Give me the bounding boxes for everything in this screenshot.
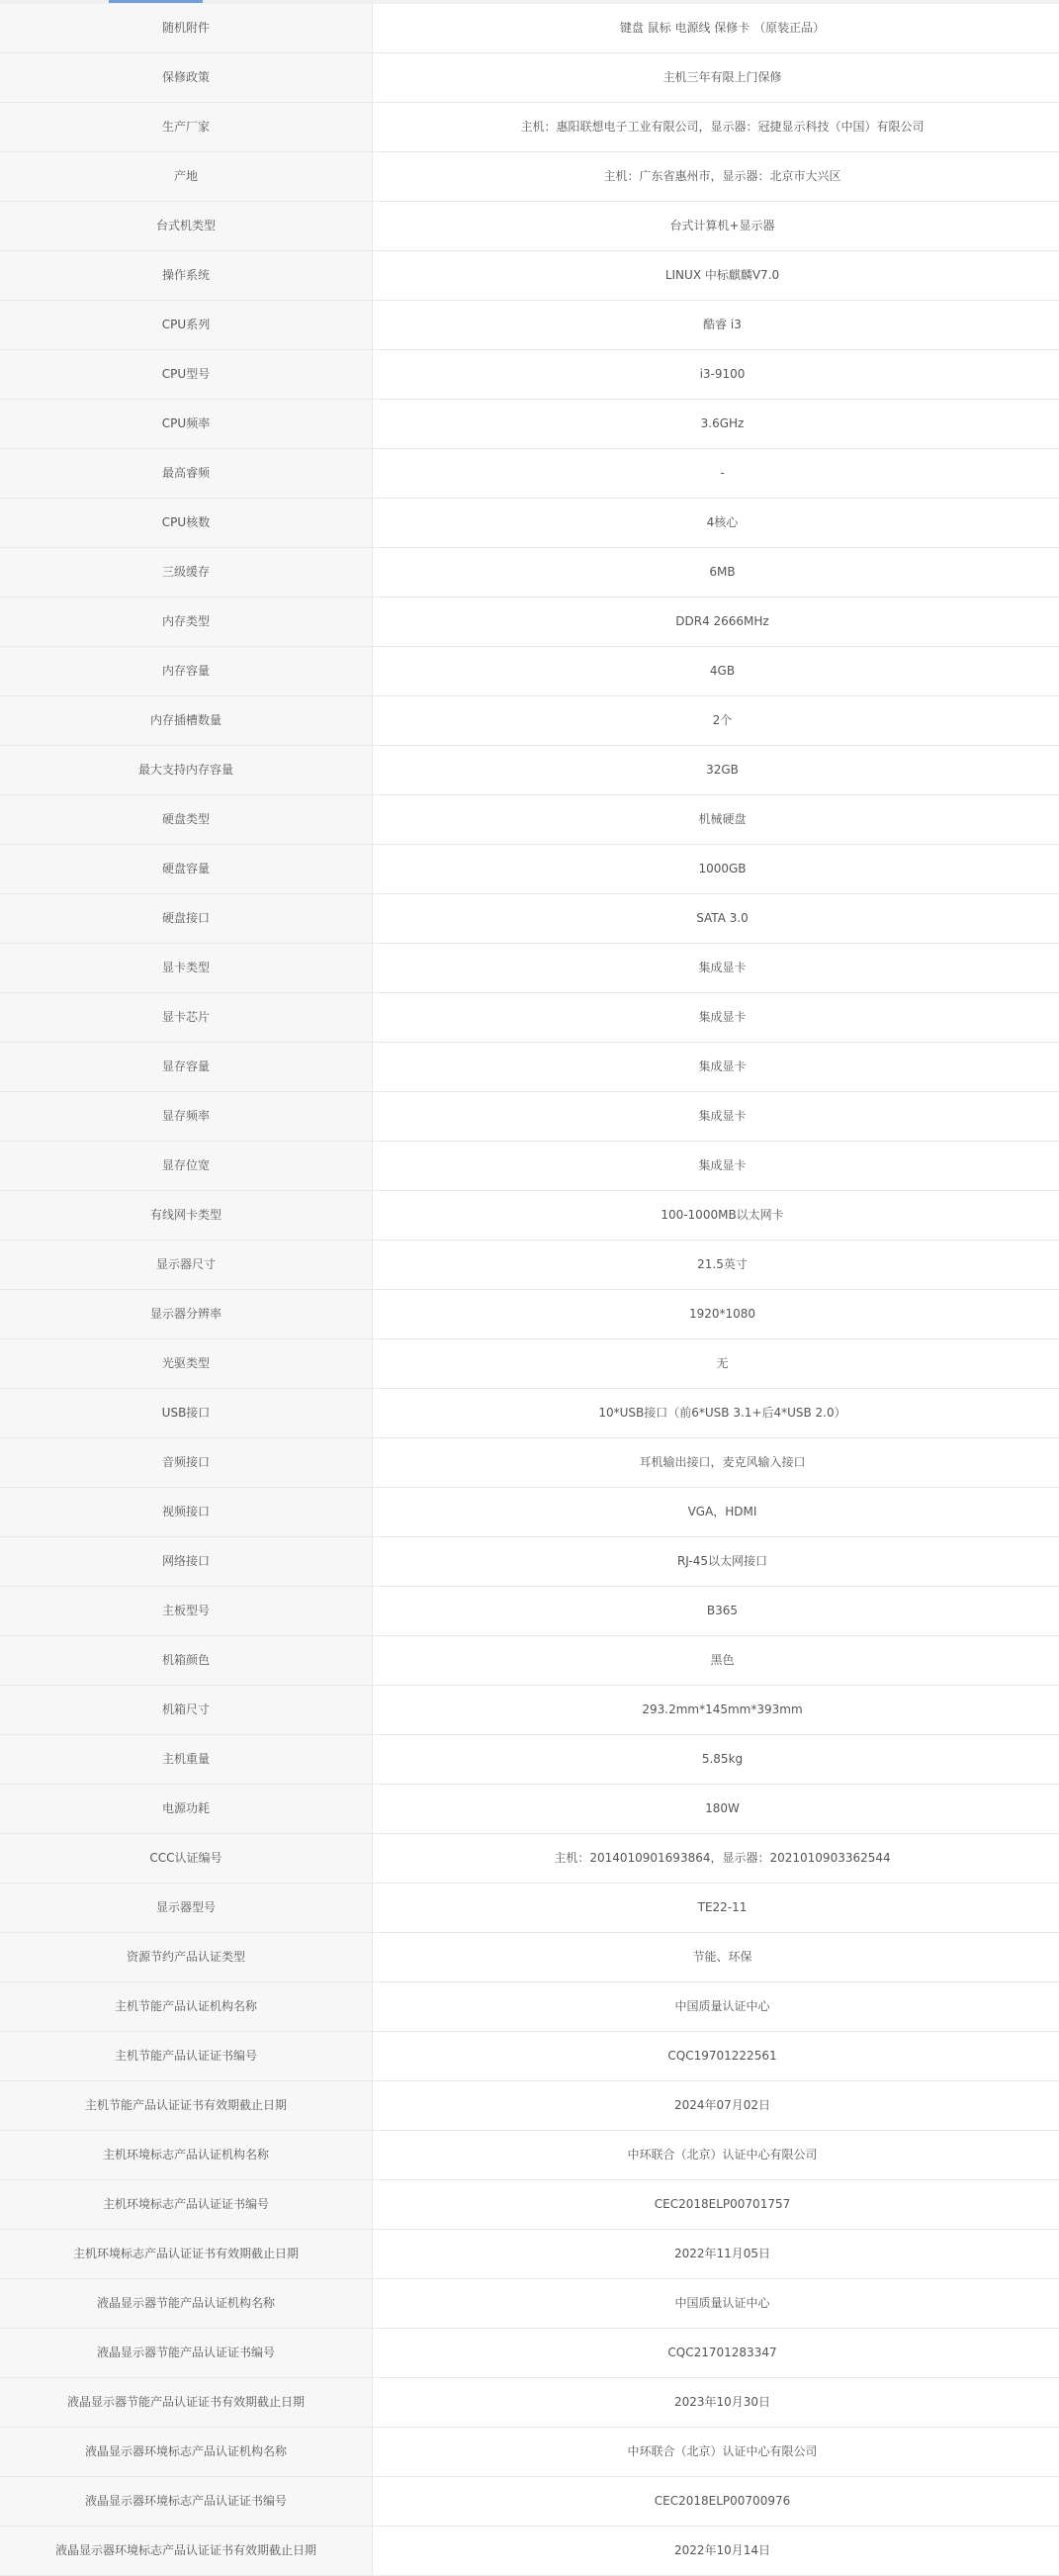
- spec-value: 中国质量认证中心: [373, 1982, 1059, 2032]
- spec-label: 硬盘接口: [0, 894, 373, 944]
- spec-label: 主机环境标志产品认证机构名称: [0, 2131, 373, 2180]
- spec-row: [0, 1438, 1059, 1488]
- spec-value: 中环联合（北京）认证中心有限公司: [373, 2428, 1059, 2477]
- spec-label: 主机节能产品认证证书编号: [0, 2032, 373, 2081]
- spec-row: [0, 53, 1059, 103]
- spec-row: [0, 1735, 1059, 1785]
- spec-value: CEC2018ELP00700976: [373, 2477, 1059, 2527]
- spec-row: [0, 2081, 1059, 2131]
- spec-label: 内存容量: [0, 647, 373, 696]
- spec-row: [0, 2180, 1059, 2230]
- spec-value: 100-1000MB以太网卡: [373, 1191, 1059, 1241]
- spec-row: [0, 993, 1059, 1043]
- spec-value: 2022年10月14日: [373, 2527, 1059, 2576]
- spec-row: [0, 152, 1059, 202]
- spec-value: 黑色: [373, 1636, 1059, 1686]
- spec-label: 机箱颜色: [0, 1636, 373, 1686]
- spec-value: 180W: [373, 1785, 1059, 1834]
- spec-label: 主板型号: [0, 1587, 373, 1636]
- spec-row: [0, 1636, 1059, 1686]
- spec-label: 电源功耗: [0, 1785, 373, 1834]
- spec-label: 主机重量: [0, 1735, 373, 1785]
- spec-row: [0, 2279, 1059, 2329]
- spec-value: CQC21701283347: [373, 2329, 1059, 2378]
- spec-value: LINUX 中标麒麟V7.0: [373, 251, 1059, 301]
- spec-value: 4核心: [373, 499, 1059, 548]
- spec-label: 保修政策: [0, 53, 373, 103]
- spec-label: 显卡芯片: [0, 993, 373, 1043]
- spec-value: 2023年10月30日: [373, 2378, 1059, 2428]
- spec-row: [0, 1389, 1059, 1438]
- spec-row: [0, 2032, 1059, 2081]
- spec-label: 显示器尺寸: [0, 1241, 373, 1290]
- spec-label: USB接口: [0, 1389, 373, 1438]
- spec-row: [0, 894, 1059, 944]
- spec-value: CQC19701222561: [373, 2032, 1059, 2081]
- spec-label: 主机节能产品认证机构名称: [0, 1982, 373, 2032]
- spec-label: CCC认证编号: [0, 1834, 373, 1884]
- spec-value: CEC2018ELP00701757: [373, 2180, 1059, 2230]
- spec-row: [0, 1241, 1059, 1290]
- spec-row: [0, 1043, 1059, 1092]
- spec-row: [0, 1785, 1059, 1834]
- spec-label: 有线网卡类型: [0, 1191, 373, 1241]
- spec-value: 节能、环保: [373, 1933, 1059, 1982]
- spec-value: TE22-11: [373, 1884, 1059, 1933]
- spec-label: 网络接口: [0, 1537, 373, 1587]
- spec-row: [0, 548, 1059, 598]
- spec-label: 硬盘容量: [0, 845, 373, 894]
- spec-row: [0, 696, 1059, 746]
- spec-row: [0, 2230, 1059, 2279]
- spec-row: [0, 1686, 1059, 1735]
- spec-label: 液晶显示器环境标志产品认证机构名称: [0, 2428, 373, 2477]
- spec-row: [0, 1884, 1059, 1933]
- spec-value: 1000GB: [373, 845, 1059, 894]
- spec-row: [0, 944, 1059, 993]
- spec-value: 酷睿 i3: [373, 301, 1059, 350]
- spec-row: [0, 103, 1059, 152]
- spec-row: [0, 2477, 1059, 2527]
- spec-row: [0, 350, 1059, 400]
- spec-label: 主机环境标志产品认证证书编号: [0, 2180, 373, 2230]
- spec-label: 主机节能产品认证证书有效期截止日期: [0, 2081, 373, 2131]
- spec-label: 显存容量: [0, 1043, 373, 1092]
- spec-row: [0, 499, 1059, 548]
- spec-value: 293.2mm*145mm*393mm: [373, 1686, 1059, 1735]
- spec-row: [0, 1982, 1059, 2032]
- spec-value: VGA，HDMI: [373, 1488, 1059, 1537]
- spec-table: [0, 4, 1059, 2576]
- spec-label: 资源节约产品认证类型: [0, 1933, 373, 1982]
- spec-label: 三级缓存: [0, 548, 373, 598]
- spec-label: 视频接口: [0, 1488, 373, 1537]
- spec-label: CPU核数: [0, 499, 373, 548]
- spec-value: 10*USB接口（前6*USB 3.1+后4*USB 2.0）: [373, 1389, 1059, 1438]
- spec-label: 液晶显示器节能产品认证证书编号: [0, 2329, 373, 2378]
- spec-value: 21.5英寸: [373, 1241, 1059, 1290]
- spec-row: [0, 1537, 1059, 1587]
- spec-value: 中环联合（北京）认证中心有限公司: [373, 2131, 1059, 2180]
- spec-label: 产地: [0, 152, 373, 202]
- spec-row: [0, 301, 1059, 350]
- spec-row: [0, 202, 1059, 251]
- spec-value: 集成显卡: [373, 993, 1059, 1043]
- spec-row: [0, 1488, 1059, 1537]
- spec-label: 液晶显示器环境标志产品认证证书编号: [0, 2477, 373, 2527]
- spec-label: 最大支持内存容量: [0, 746, 373, 795]
- spec-row: [0, 598, 1059, 647]
- spec-row: [0, 1587, 1059, 1636]
- spec-row: [0, 2329, 1059, 2378]
- spec-row: [0, 1142, 1059, 1191]
- spec-value: 主机：2014010901693864，显示器：2021010903362544: [373, 1834, 1059, 1884]
- spec-value: 集成显卡: [373, 944, 1059, 993]
- spec-row: [0, 845, 1059, 894]
- spec-row: [0, 1191, 1059, 1241]
- active-tab-indicator: [109, 0, 203, 3]
- spec-value: 台式计算机+显示器: [373, 202, 1059, 251]
- spec-label: 内存类型: [0, 598, 373, 647]
- spec-label: 显卡类型: [0, 944, 373, 993]
- spec-value: SATA 3.0: [373, 894, 1059, 944]
- spec-label: 主机环境标志产品认证证书有效期截止日期: [0, 2230, 373, 2279]
- spec-label: 显存位宽: [0, 1142, 373, 1191]
- spec-row: [0, 795, 1059, 845]
- spec-label: 操作系统: [0, 251, 373, 301]
- spec-row: [0, 1290, 1059, 1339]
- spec-row: [0, 400, 1059, 449]
- spec-label: 液晶显示器节能产品认证证书有效期截止日期: [0, 2378, 373, 2428]
- spec-label: 台式机类型: [0, 202, 373, 251]
- spec-value: 主机三年有限上门保修: [373, 53, 1059, 103]
- spec-label: 随机附件: [0, 4, 373, 53]
- spec-row: [0, 1339, 1059, 1389]
- spec-label: 内存插槽数量: [0, 696, 373, 746]
- spec-value: i3-9100: [373, 350, 1059, 400]
- spec-label: 光驱类型: [0, 1339, 373, 1389]
- spec-row: [0, 2428, 1059, 2477]
- spec-label: CPU系列: [0, 301, 373, 350]
- spec-row: [0, 647, 1059, 696]
- spec-row: [0, 2378, 1059, 2428]
- spec-label: 硬盘类型: [0, 795, 373, 845]
- spec-label: 最高睿频: [0, 449, 373, 499]
- spec-value: 2022年11月05日: [373, 2230, 1059, 2279]
- spec-value: 耳机输出接口，麦克风输入接口: [373, 1438, 1059, 1488]
- spec-value: 3.6GHz: [373, 400, 1059, 449]
- spec-value: 机械硬盘: [373, 795, 1059, 845]
- spec-value: 32GB: [373, 746, 1059, 795]
- spec-value: 中国质量认证中心: [373, 2279, 1059, 2329]
- spec-row: [0, 1834, 1059, 1884]
- spec-label: CPU型号: [0, 350, 373, 400]
- spec-row: [0, 1092, 1059, 1142]
- spec-label: 机箱尺寸: [0, 1686, 373, 1735]
- spec-label: CPU频率: [0, 400, 373, 449]
- spec-value: DDR4 2666MHz: [373, 598, 1059, 647]
- spec-label: 生产厂家: [0, 103, 373, 152]
- spec-row: [0, 1933, 1059, 1982]
- spec-value: 1920*1080: [373, 1290, 1059, 1339]
- spec-value: B365: [373, 1587, 1059, 1636]
- spec-value: 5.85kg: [373, 1735, 1059, 1785]
- spec-row: [0, 251, 1059, 301]
- spec-row: [0, 2527, 1059, 2576]
- spec-value: 集成显卡: [373, 1142, 1059, 1191]
- spec-label: 液晶显示器环境标志产品认证证书有效期截止日期: [0, 2527, 373, 2576]
- spec-label: 显示器型号: [0, 1884, 373, 1933]
- spec-value: 4GB: [373, 647, 1059, 696]
- spec-value: 无: [373, 1339, 1059, 1389]
- spec-value: 主机：广东省惠州市，显示器：北京市大兴区: [373, 152, 1059, 202]
- spec-value: 主机：惠阳联想电子工业有限公司，显示器：冠捷显示科技（中国）有限公司: [373, 103, 1059, 152]
- spec-value: 集成显卡: [373, 1092, 1059, 1142]
- spec-label: 液晶显示器节能产品认证机构名称: [0, 2279, 373, 2329]
- spec-value: 集成显卡: [373, 1043, 1059, 1092]
- spec-value: 键盘 鼠标 电源线 保修卡 （原装正品）: [373, 4, 1059, 53]
- spec-table-body: [0, 4, 1059, 2576]
- spec-label: 音频接口: [0, 1438, 373, 1488]
- spec-value: 2024年07月02日: [373, 2081, 1059, 2131]
- spec-row: [0, 4, 1059, 53]
- spec-row: [0, 2131, 1059, 2180]
- spec-label: 显示器分辨率: [0, 1290, 373, 1339]
- spec-value: -: [373, 449, 1059, 499]
- spec-value: RJ-45以太网接口: [373, 1537, 1059, 1587]
- spec-value: 6MB: [373, 548, 1059, 598]
- spec-value: 2个: [373, 696, 1059, 746]
- spec-row: [0, 746, 1059, 795]
- spec-label: 显存频率: [0, 1092, 373, 1142]
- spec-row: [0, 449, 1059, 499]
